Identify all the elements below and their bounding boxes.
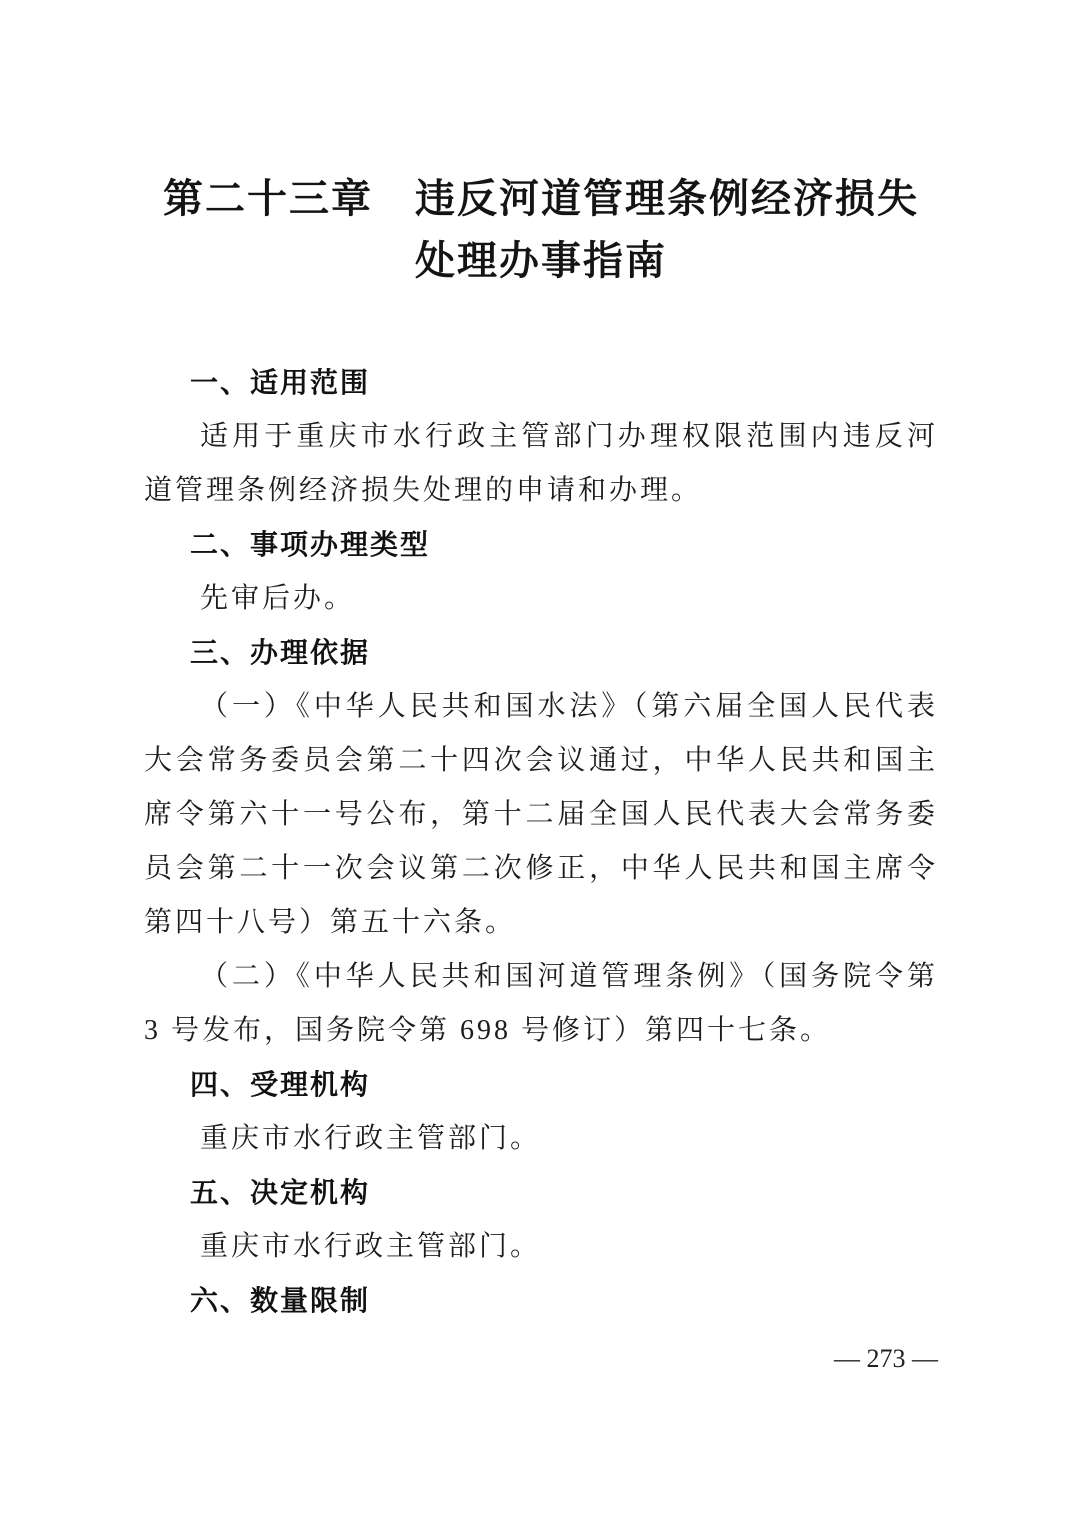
section-heading-legal-basis: 三、办理依据 <box>190 637 371 668</box>
chapter-title-line2: 处理办事指南 <box>415 238 667 283</box>
section-heading-handling-type: 二、事项办理类型 <box>190 529 431 560</box>
section-deciding-agency-paragraph: 重庆市水行政主管部门。 <box>200 1231 542 1262</box>
document-body <box>144 356 938 1328</box>
section-legal-basis-paragraph-1: （一）《中华人民共和国水法》（第六届全国人民代表大会常务委员会第二十四次会议通过，中华人民共和国主席令第六十一号公布，第十二届全国人民代表大会常务委员会第二十一次会议第二次修正，中华人民共和国主席令第四十八号）第五十六条。 <box>144 691 938 938</box>
page-footer <box>808 1314 938 1404</box>
chapter-title <box>144 168 938 292</box>
section-heading-scope: 一、适用范围 <box>190 367 371 398</box>
page-number: — 273 — <box>834 1344 938 1373</box>
section-scope-paragraph: 适用于重庆市水行政主管部门办理权限范围内违反河道管理条例经济损失处理的申请和办理。 <box>144 421 938 506</box>
section-legal-basis-paragraph-2: （二）《中华人民共和国河道管理条例》（国务院令第 3 号发布，国务院令第 698 号修订）第四十七条。 <box>144 961 938 1046</box>
section-heading-accepting-agency: 四、受理机构 <box>190 1069 371 1100</box>
chapter-title-line1: 第二十三章 违反河道管理条例经济损失 <box>163 176 919 221</box>
section-heading-deciding-agency: 五、决定机构 <box>190 1177 371 1208</box>
section-handling-type-paragraph: 先审后办。 <box>200 583 356 614</box>
section-accepting-agency-paragraph: 重庆市水行政主管部门。 <box>200 1123 542 1154</box>
section-heading-quantity-limit: 六、数量限制 <box>190 1285 371 1316</box>
